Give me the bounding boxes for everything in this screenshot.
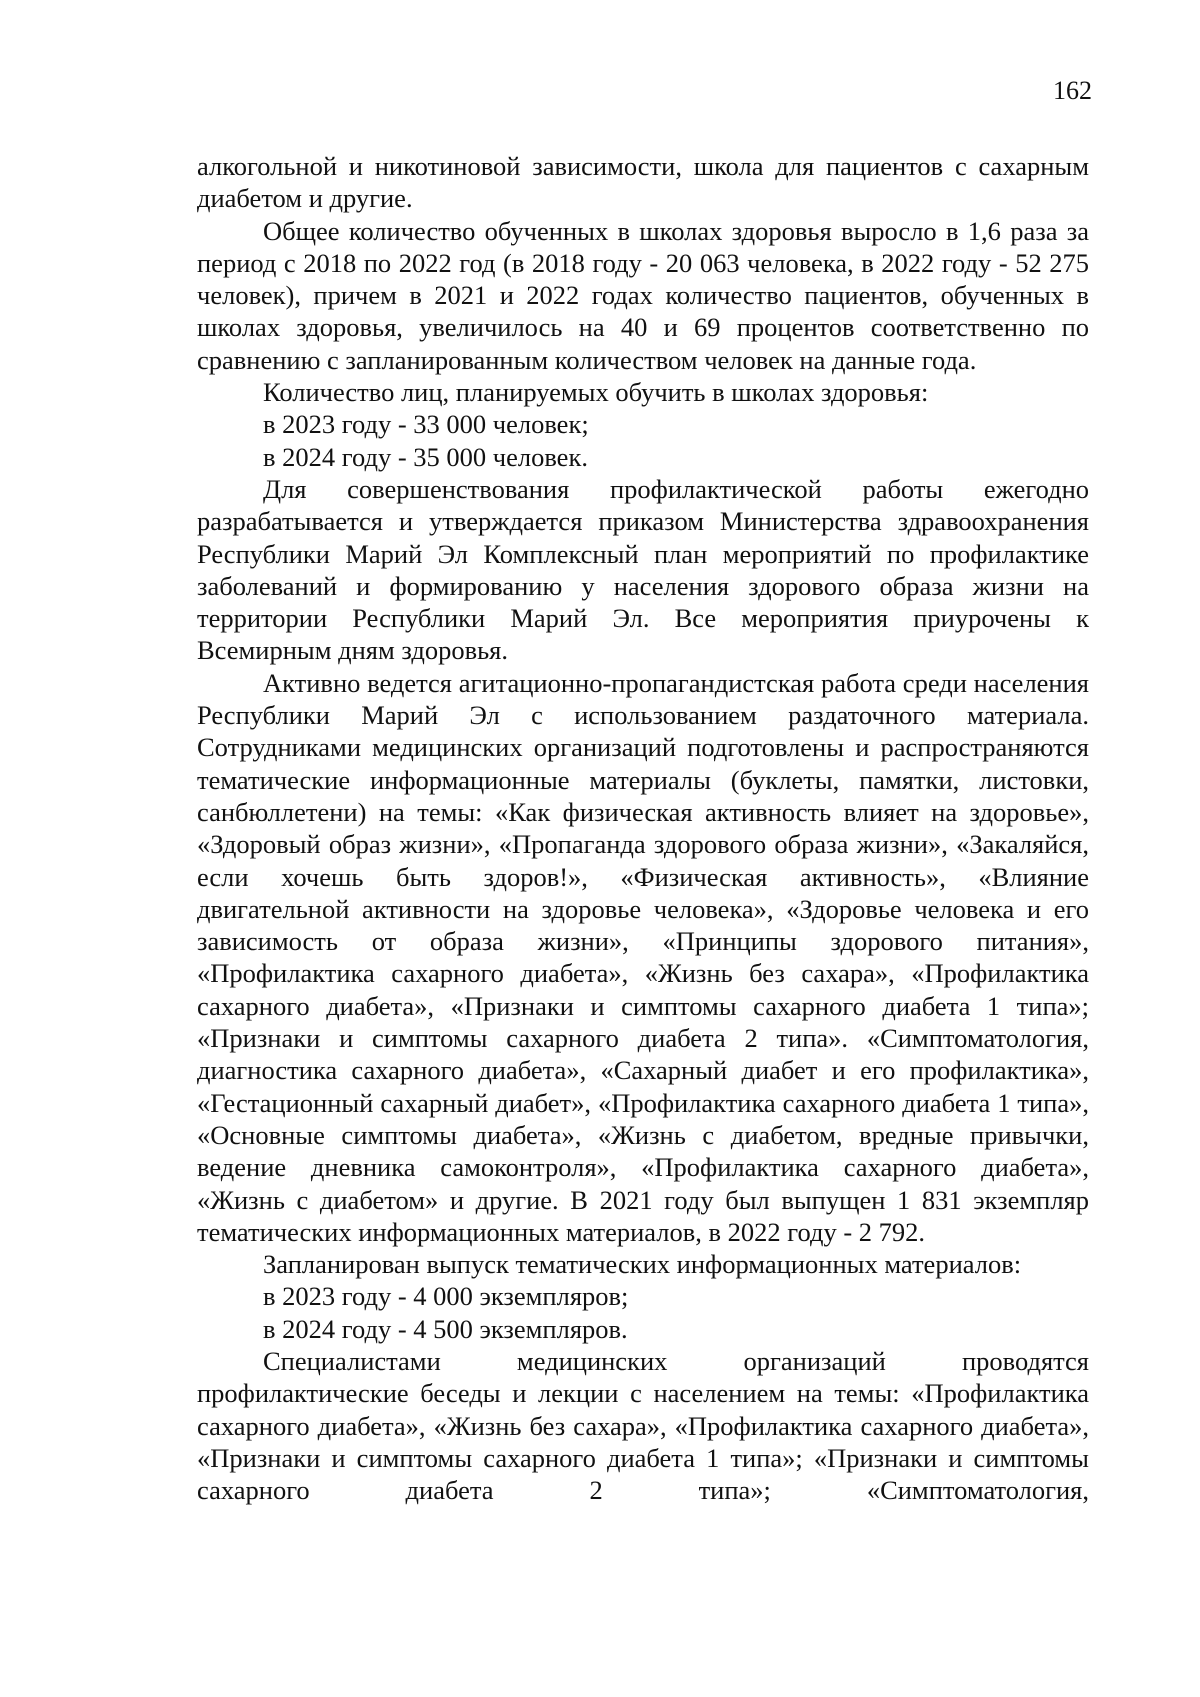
list-item: в 2023 году - 33 000 человек; xyxy=(263,409,589,440)
list-item: в 2023 году - 4 000 экземпляров; xyxy=(263,1281,629,1312)
paragraph: Общее количество обученных в школах здоровья выросло в 1,6 раза за период с 2018 по 2022 год (в 2018 году - 20 063 человека, в 2022 году - 52 275 человек), причем в 2021 и 2022 годах количество пациентов, обученных в школах здоровья, увеличилось на 40 и 69 процентов соответственно по сравнению с запланированным количеством человек на данные года. xyxy=(197,215,1089,375)
paragraph: Для совершенствования профилактической работы ежегодно разрабатывается и утверждается приказом Министерства здравоохранения Республики Марий Эл Комплексный план мероприятий по профилактике заболеваний и формированию у населения здорового образа жизни на территории Республики Марий Эл. Все мероприятия приурочены к Всемирным дням здоровья. xyxy=(197,473,1089,666)
paragraph: Специалистами медицинских организаций проводятся профилактические беседы и лекции с населением на темы: «Профилактика сахарного диабета», «Жизнь без сахара», «Профилактика сахарного диабета», «Признаки и симптомы сахарного диабета 1 типа»; «Признаки и симптомы сахарного диабета 2 типа»; «Симптоматология, xyxy=(197,1345,1089,1506)
paragraph: Количество лиц, планируемых обучить в школах здоровья: xyxy=(263,377,929,408)
list-item: в 2024 году - 35 000 человек. xyxy=(263,441,588,472)
paragraph: Запланирован выпуск тематических информационных материалов: xyxy=(263,1249,1022,1280)
list-item: в 2024 году - 4 500 экземпляров. xyxy=(263,1313,628,1344)
page-number: 162 xyxy=(1053,76,1092,105)
document-body xyxy=(197,150,1089,1506)
paragraph: алкогольной и никотиновой зависимости, школа для пациентов с сахарным диабетом и другие. xyxy=(197,151,1089,214)
paragraph: Активно ведется агитационно-пропагандистская работа среди населения Республики Марий Эл с использованием раздаточного материала. Сотрудниками медицинских организаций подготовлены и распространяются тематические информационные материалы (буклеты, памятки, листовки, санбюллетени) на темы: «Как физическая активность влияет на здоровье», «Здоровый образ жизни», «Пропаганда здорового образа жизни», «Закаляйся, если хочешь быть здоров!», «Физическая активность», «Влияние двигательной активности на здоровье человека», «Здоровье человека и его зависимость от образа жизни», «Принципы здорового питания», «Профилактика сахарного диабета», «Жизнь без сахара», «Профилактика сахарного диабета», «Признаки и симптомы сахарного диабета 1 типа»; «Признаки и симптомы сахарного диабета 2 типа». «Симптоматология, диагностика сахарного диабета», «Сахарный диабет и его профилактика», «Гестационный сахарный диабет», «Профилактика сахарного диабета 1 типа», «Основные симптомы диабета», «Жизнь с диабетом, вредные привычки, ведение дневника самоконтроля», «Профилактика сахарного диабета», «Жизнь с диабетом» и другие. В 2021 году был выпущен 1 831 экземпляр тематических информационных материалов, в 2022 году - 2 792. xyxy=(197,667,1089,1247)
